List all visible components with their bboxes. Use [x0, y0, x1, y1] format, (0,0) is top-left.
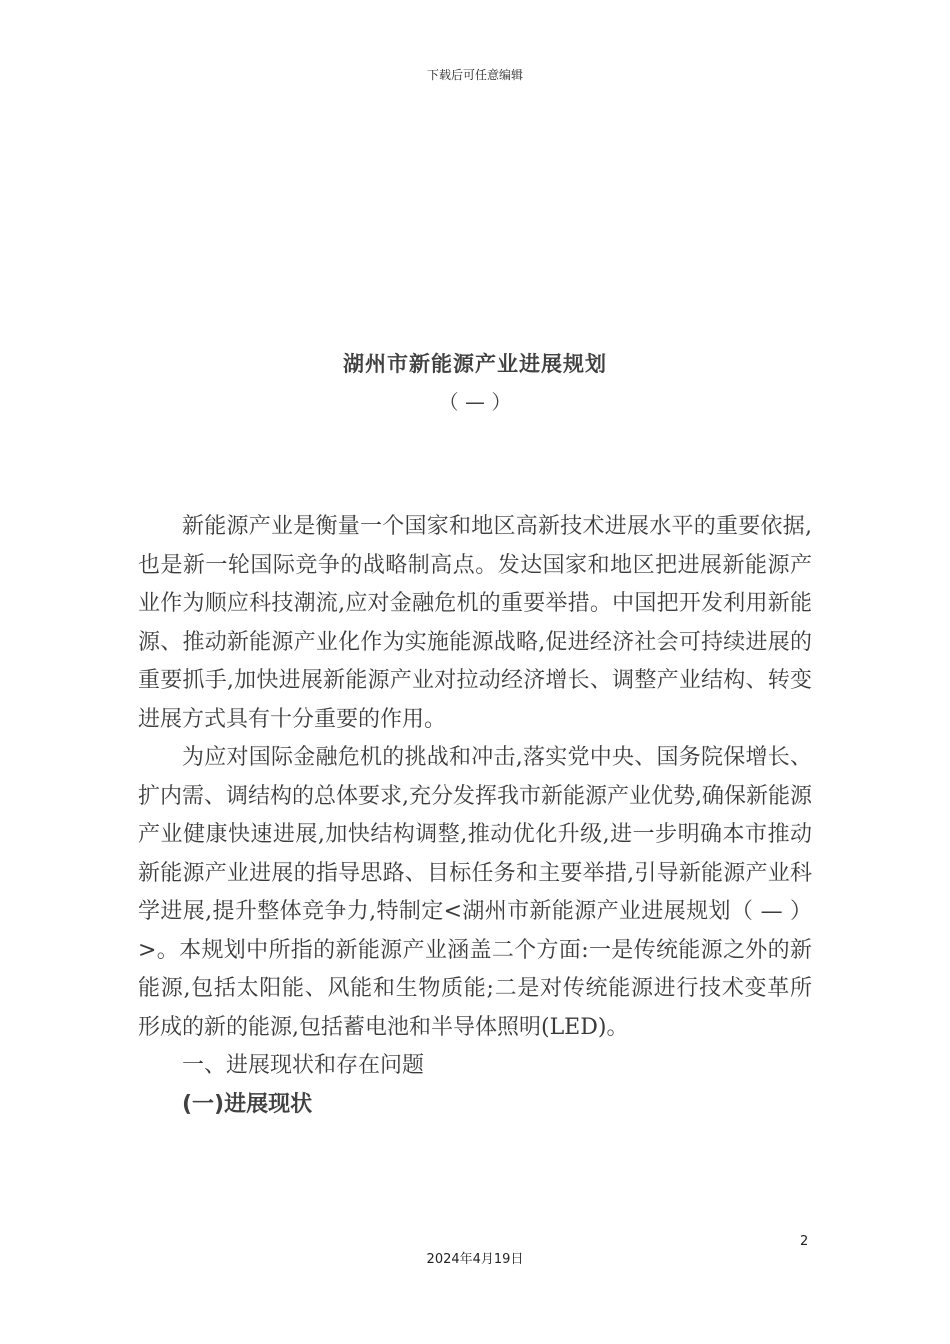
document-body: [138, 508, 812, 1124]
document-title: 湖州市新能源产业进展规划: [343, 352, 607, 376]
page-header-note: 下载后可任意编辑: [426, 68, 523, 82]
body-paragraph-2: 为应对国际金融危机的挑战和冲击,落实党中央、国务院保增长、扩内需、调结构的总体要求,充分发挥我市新能源产业优势,确保新能源产业健康快速进展,加快结构调整,推动优化升级,进一步明确本市推动新能源产业进展的指导思路、目标任务和主要举措,引导新能源产业科学进展,提升整体竞争力,特制定<湖州市新能源产业进展规划（ — ）>。本规划中所指的新能源产业涵盖二个方面:一是传统能源之外的新能源,包括太阳能、风能和生物质能;二是对传统能源进行技术变革所形成的新的能源,包括蓄电池和半导体照明(LED)。: [138, 745, 812, 1040]
body-paragraph-1: 新能源产业是衡量一个国家和地区高新技术进展水平的重要依据,也是新一轮国际竞争的战略制高点。发达国家和地区把进展新能源产业作为顺应科技潮流,应对金融危机的重要举措。中国把开发利用新能源、推动新能源产业化作为实施能源战略,促进经济社会可持续进展的重要抓手,加快进展新能源产业对拉动经济增长、调整产业结构、转变进展方式具有十分重要的作用。: [138, 514, 812, 732]
section-heading: 一、进展现状和存在问题: [182, 1053, 425, 1078]
footer-date: 2024年4月19日: [426, 1252, 524, 1267]
document-subtitle: （ — ）: [438, 390, 512, 414]
subsection-heading: (一)进展现状: [182, 1091, 313, 1117]
page-number: 2: [800, 1234, 809, 1249]
